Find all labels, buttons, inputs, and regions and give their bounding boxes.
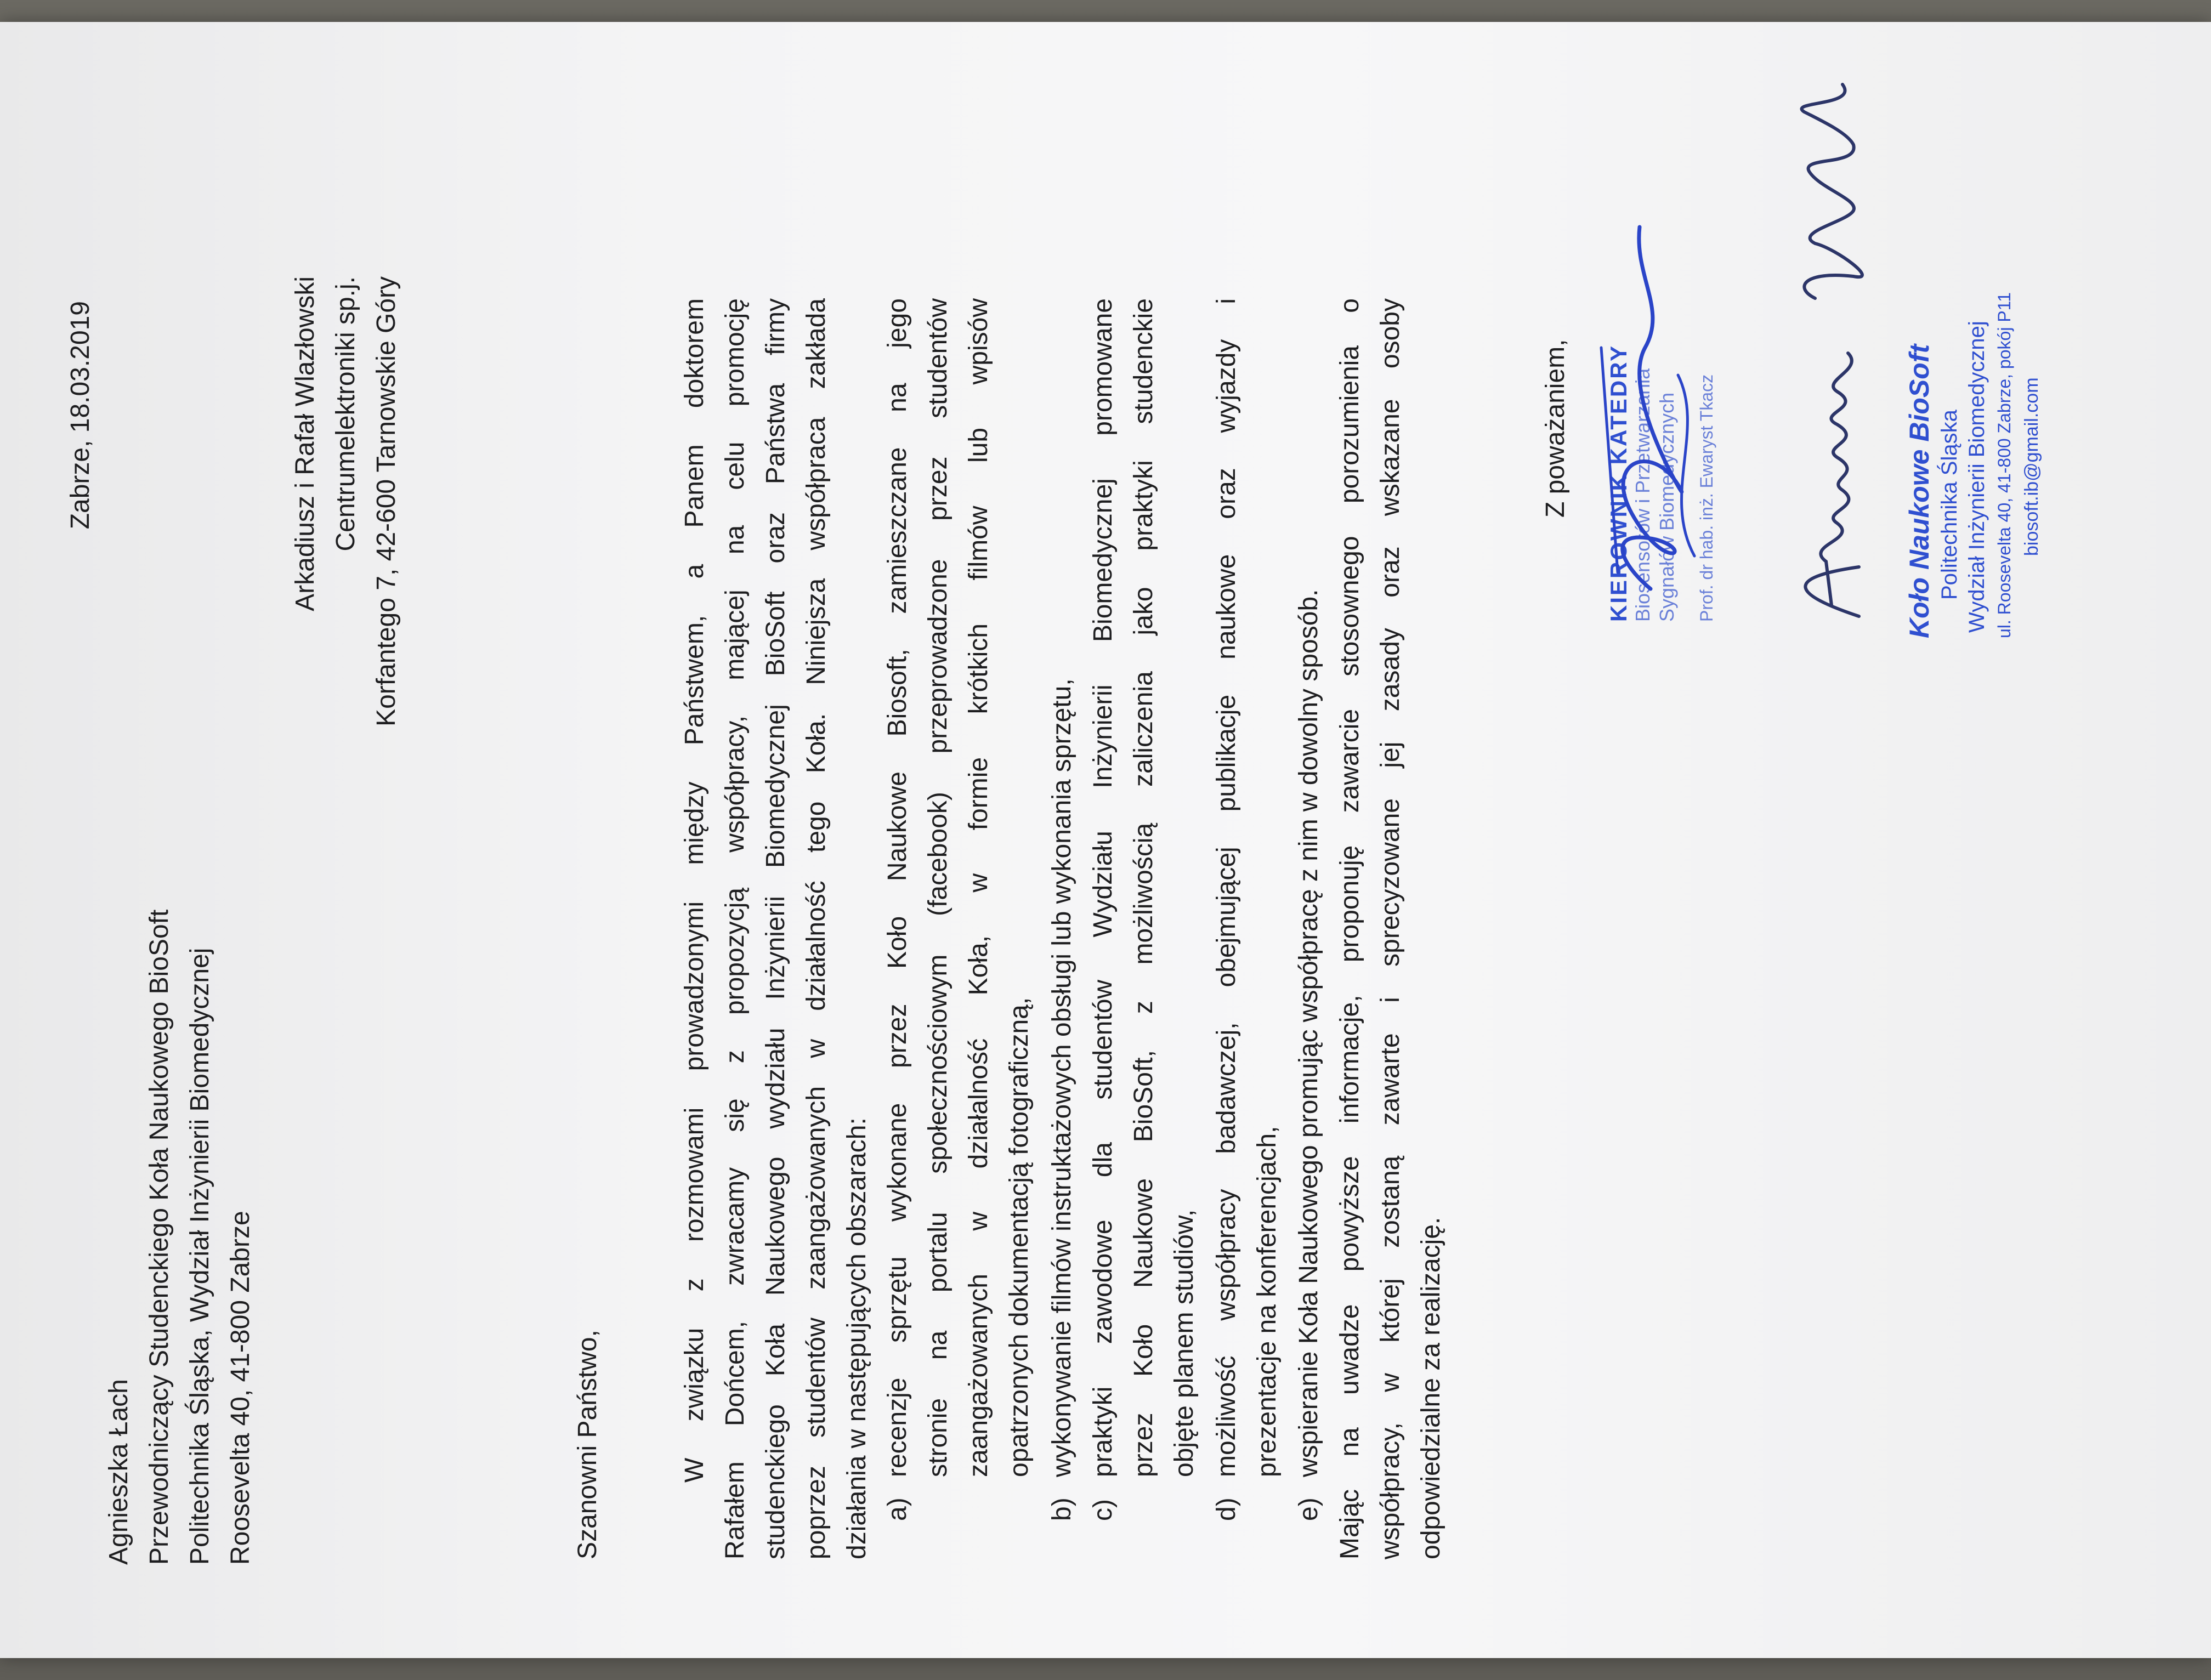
list-item-line: opatrzonych dokumentacją fotograficzną, bbox=[1005, 997, 1034, 1477]
salutation-block bbox=[568, 1066, 608, 1559]
intro-line: studenckiego Koła Naukowego wydziału Inżynierii Biomedycznej BioSoft oraz Państwa firmy bbox=[761, 298, 790, 1559]
list-item-line: wspieranie Koła Naukowego promując współpracę z nim w dowolny sposób. bbox=[1294, 589, 1323, 1477]
head-stamp-title: KIEROWNIK KATEDRY bbox=[1606, 344, 1631, 622]
recipient-block bbox=[285, 276, 407, 825]
club-stamp bbox=[1903, 145, 2045, 638]
list-item-line: wykonywanie filmów instruktażowych obsługi lub wykonania sprzętu, bbox=[1047, 678, 1076, 1477]
closing-paragraph bbox=[1330, 298, 1452, 1559]
list-marker: a) bbox=[883, 1497, 912, 1521]
head-signature bbox=[1585, 211, 1727, 605]
regards-block bbox=[1535, 189, 1576, 518]
intro-line: Rafałem Dońcem, zwracamy się z propozycją współpracy, mającej na celu promocję bbox=[721, 298, 750, 1559]
head-stamp-line: Biosensorów i Przetwarzania bbox=[1631, 368, 1654, 622]
head-stamp-name: Prof. dr hab. inż. Ewaryst Tkacz bbox=[1697, 374, 1716, 622]
list-item-line: praktyki zawodowe dla studentów Wydziału Inżynierii Biomedycznej promowane bbox=[1089, 298, 1118, 1477]
letter-page bbox=[0, 44, 2211, 1680]
head-stamp-line: Sygnałów Biomedycznych bbox=[1656, 392, 1678, 622]
club-stamp-line: Politechnika Śląska bbox=[1937, 410, 1961, 600]
sender-position: Przewodniczący Studenckiego Koła Naukowego BioSoft bbox=[145, 909, 174, 1565]
head-signature-scribble bbox=[1585, 211, 1727, 605]
list-marker: c) bbox=[1089, 1499, 1118, 1521]
intro-line: działania w następujących obszarach: bbox=[842, 1117, 871, 1559]
sender-address: Roosevelta 40, 41-800 Zabrze bbox=[226, 1211, 255, 1565]
club-stamp-name: Koło Naukowe BioSoft bbox=[1904, 344, 1935, 638]
intro-line: W związku z rozmowami prowadzonymi między Państwem, a Panem doktorem bbox=[680, 298, 709, 1483]
sender-signature bbox=[1771, 73, 1903, 627]
sender-name: Agnieszka Łach bbox=[104, 1379, 133, 1565]
recipient-names: Arkadiusz i Rafał Wlazłowski bbox=[291, 276, 320, 611]
list-item-line: zaangażowanych w działalność Koła, w formie krótkich filmów lub wpisów bbox=[964, 298, 993, 1477]
intro-paragraph bbox=[674, 298, 877, 1559]
salutation: Szanowni Państwo, bbox=[573, 1330, 602, 1559]
club-stamp-line: Wydział Inżynierii Biomedycznej bbox=[1965, 321, 1989, 633]
list-item-line: przez Koło Naukowe BioSoft, z możliwością zaliczenia jako praktyki studenckie bbox=[1129, 298, 1158, 1477]
list-item-line: stronie na portalu społecznościowym (facebook) przeprowadzone przez studentów bbox=[923, 298, 953, 1477]
date-block bbox=[60, 301, 101, 583]
intro-line: poprzez studentów zaangażowanych w działalność tego Koła. Niniejsza współpraca zakłada bbox=[802, 298, 831, 1559]
list-marker: e) bbox=[1294, 1497, 1323, 1521]
closing-line: odpowiedzialne za realizację. bbox=[1416, 1217, 1445, 1559]
list-item-line: objęte planem studiów, bbox=[1170, 1209, 1199, 1477]
list-item-line: możliwość współpracy badawczej, obejmującej publikacje naukowe oraz wyjazdy i bbox=[1212, 298, 1241, 1477]
sender-block bbox=[99, 688, 261, 1565]
regards: Z poważaniem, bbox=[1541, 339, 1570, 518]
place-date: Zabrze, 18.03.2019 bbox=[66, 301, 95, 530]
list-item-line: recenzje sprzętu wykonane przez Koło Naukowe Biosoft, zamieszczane na jego bbox=[883, 298, 912, 1477]
list-marker: b) bbox=[1047, 1497, 1076, 1521]
list-marker: d) bbox=[1212, 1497, 1241, 1521]
sender-institution: Politechnika Śląska, Wydział Inżynierii Biomedycznej bbox=[185, 947, 214, 1565]
list-item-line: prezentacje na konferencjach, bbox=[1252, 1126, 1282, 1477]
recipient-address: Korfantego 7, 42-600 Tarnowskie Góry bbox=[372, 276, 401, 727]
recipient-company: Centrumelektroniki sp.j. bbox=[331, 276, 360, 552]
paper-sheet bbox=[0, 22, 2211, 1658]
closing-line: Mając na uwadze powyższe informacje, proponuję zawarcie stosownego porozumienia o bbox=[1335, 298, 1364, 1559]
closing-line: współpracy, w której zostaną zawarte i sprecyzowane jej zasady oraz wskazane osoby bbox=[1376, 298, 1405, 1559]
club-stamp-line: ul. Roosevelta 40, 41-800 Zabrze, pokój P11 bbox=[1994, 292, 2014, 638]
club-stamp-email: biosoft.ib@gmail.com bbox=[2021, 377, 2042, 556]
sender-signature-scribble bbox=[1771, 73, 1903, 627]
